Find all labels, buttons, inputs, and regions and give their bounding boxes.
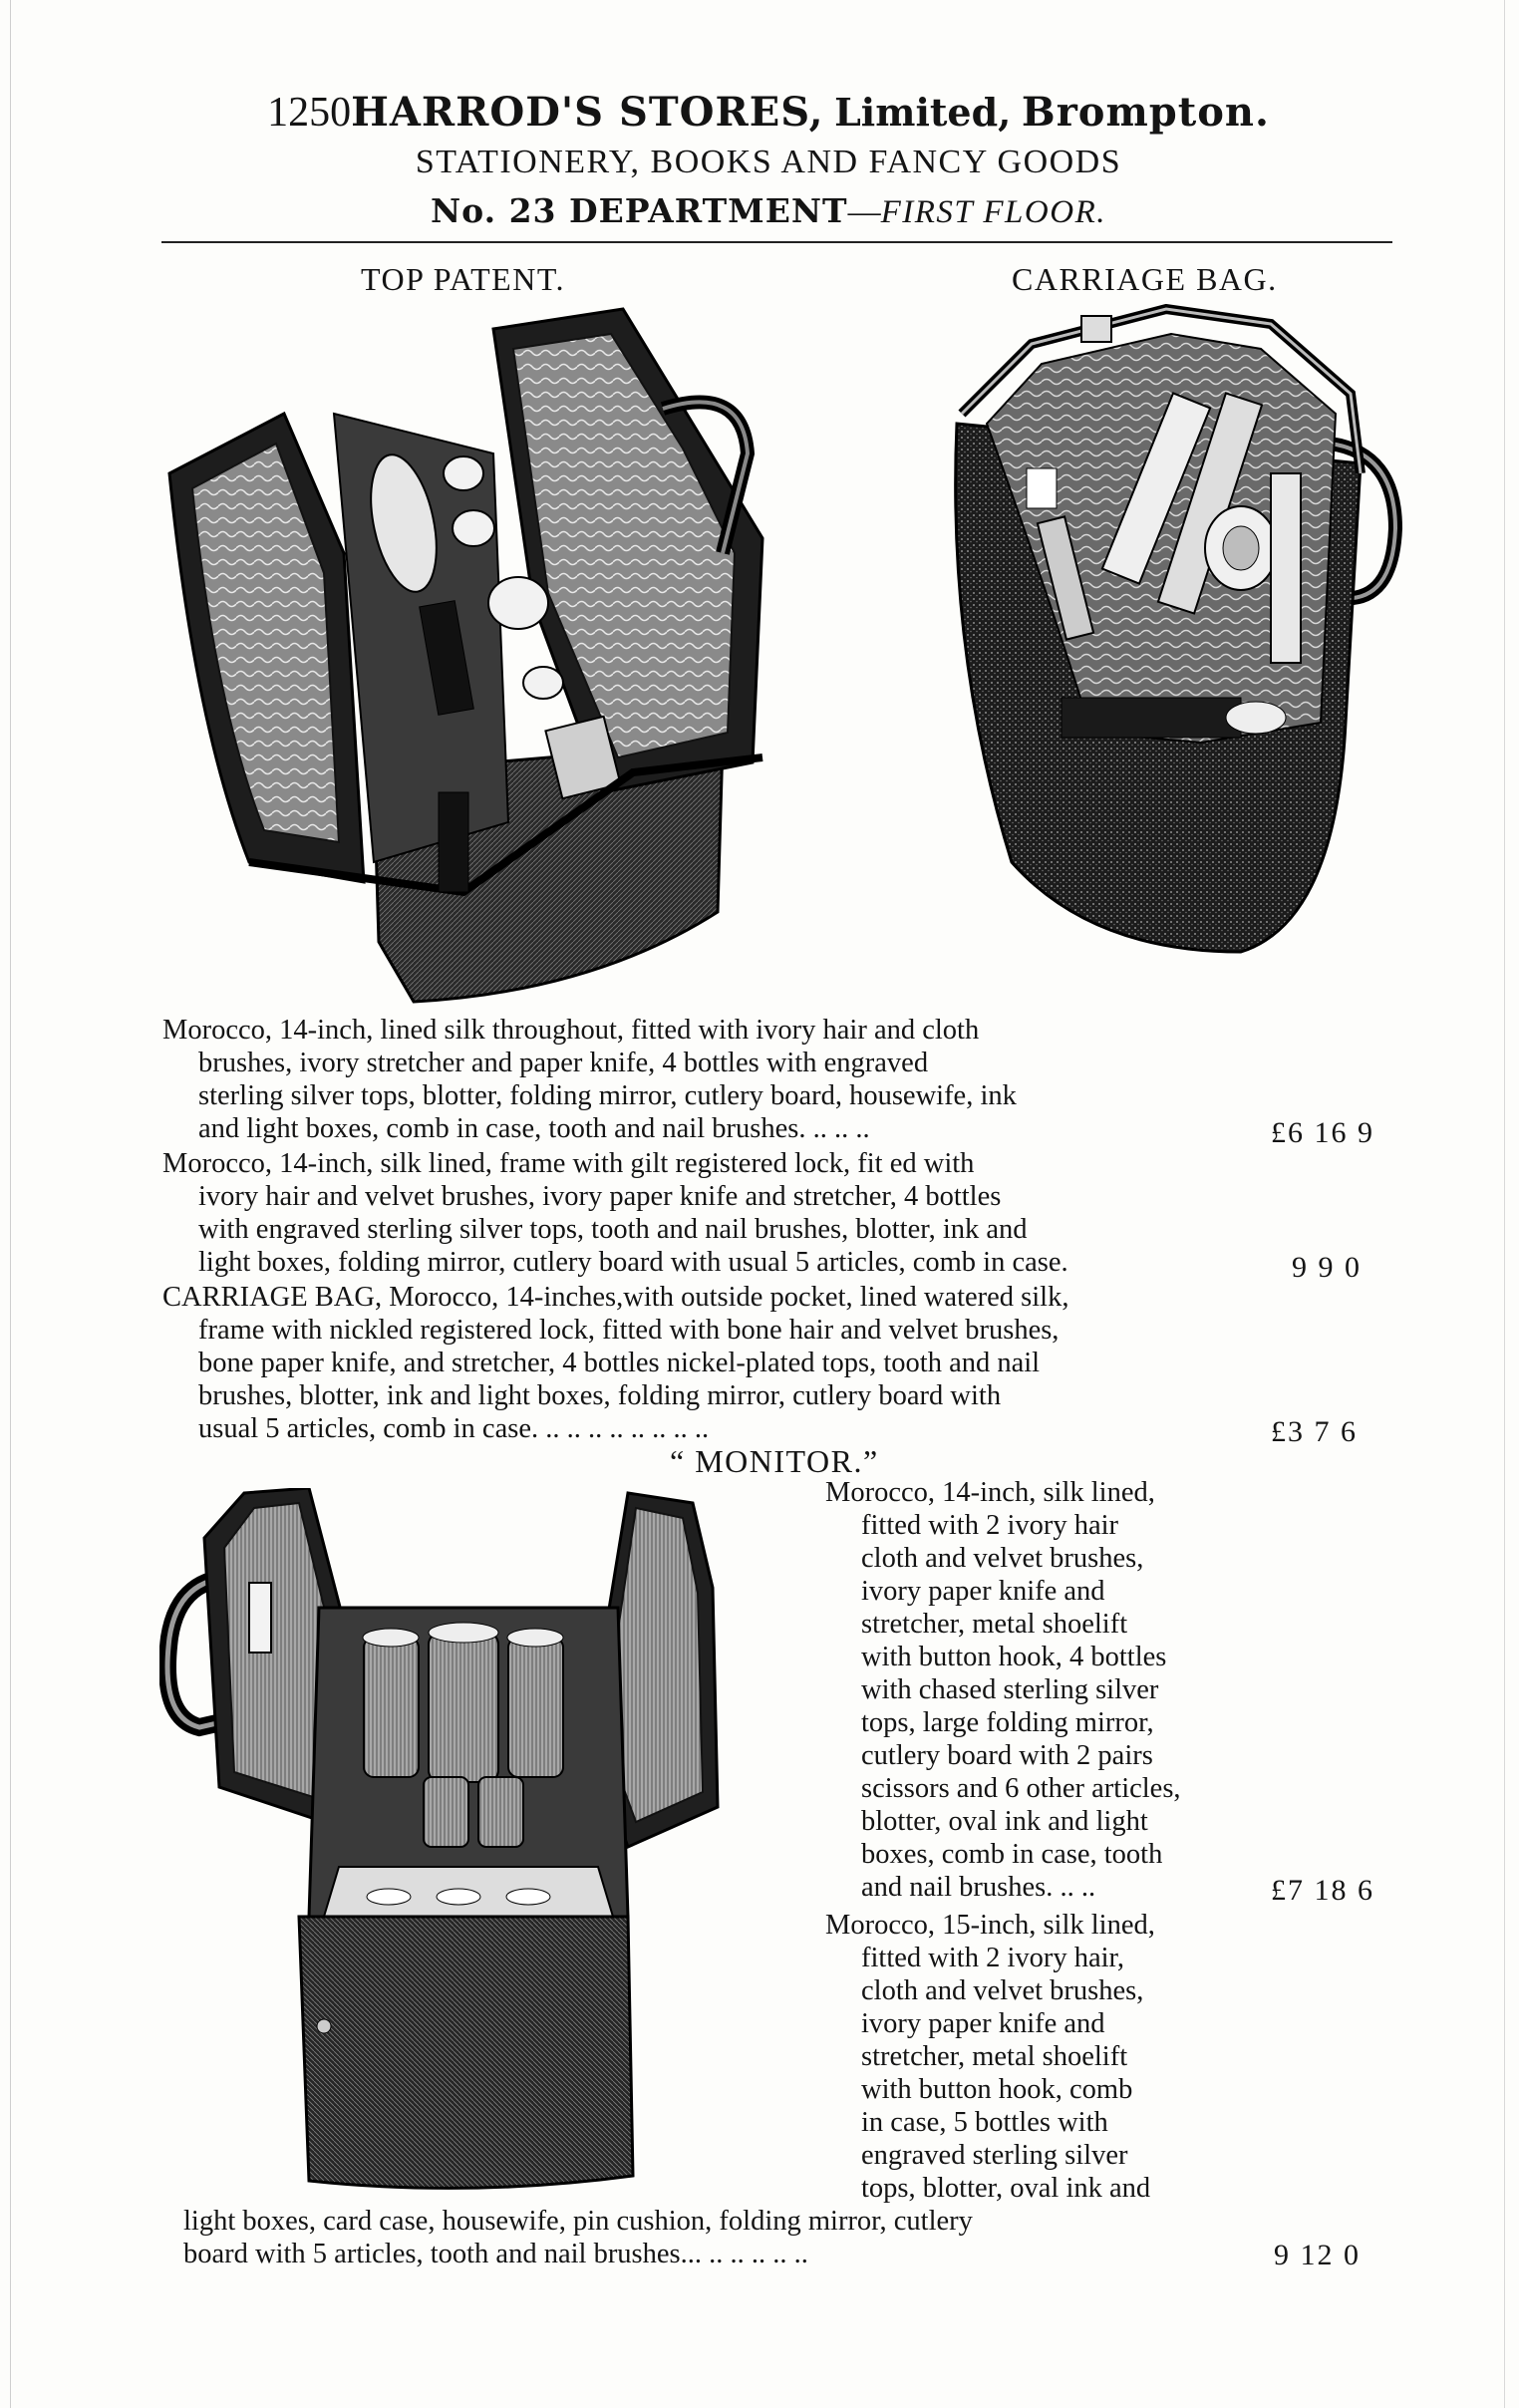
item-monitor-14-description — [825, 1477, 1244, 1903]
item-monitor-15-description-cont — [183, 2206, 1230, 2271]
store-limited: Limited, — [834, 90, 1012, 135]
description-line: fitted with 2 ivory hair, — [861, 1943, 1125, 1973]
department-floor: FIRST FLOOR. — [880, 194, 1106, 230]
price-top-patent-alt: 9 9 0 — [1292, 1251, 1362, 1284]
description-line: and nail brushes. .. .. — [861, 1872, 1096, 1903]
description-line: Morocco, 14-inch, lined silk throughout, fitted with ivory hair and cloth — [162, 1015, 980, 1046]
description-line: cloth and velvet brushes, — [861, 1975, 1144, 2006]
description-line: with engraved sterling silver tops, tooth and nail brushes, blotter, ink and — [198, 1214, 1028, 1245]
department-number: No. 23 DEPARTMENT — [431, 191, 848, 230]
description-line: ivory paper knife and — [861, 1576, 1105, 1607]
description-line: scissors and 6 other articles, — [861, 1773, 1181, 1804]
description-line: CARRIAGE BAG, Morocco, 14-inches,with outside pocket, lined watered silk, — [162, 1282, 1069, 1313]
description-line: board with 5 articles, tooth and nail brushes... .. .. .. .. .. — [183, 2239, 808, 2269]
department-line: No. 23 DEPARTMENT—FIRST FLOOR. — [431, 191, 1106, 230]
item-top-patent-alt-description — [162, 1148, 1219, 1280]
description-line: stretcher, metal shoelift — [861, 2041, 1128, 2072]
description-line: brushes, ivory stretcher and paper knife, 4 bottles with engraved — [198, 1048, 929, 1078]
description-line: in case, 5 bottles with — [861, 2107, 1108, 2138]
caption-carriage-bag: CARRIAGE BAG. — [1012, 261, 1278, 297]
description-line: stretcher, metal shoelift — [861, 1609, 1128, 1640]
description-line: tops, large folding mirror, — [861, 1707, 1154, 1738]
description-line: ivory paper knife and — [861, 2008, 1105, 2039]
top-patent-bag-illustration — [164, 304, 822, 1007]
description-line: light boxes, folding mirror, cutlery board with usual 5 articles, comb in case. — [198, 1247, 1068, 1278]
item-monitor-15-description — [825, 1910, 1244, 2204]
description-line: Morocco, 14-inch, silk lined, — [825, 1477, 1155, 1508]
page-number: 1250 — [267, 90, 352, 136]
description-line: with button hook, 4 bottles — [861, 1642, 1167, 1672]
store-name: HARROD'S STORES, — [351, 89, 824, 136]
description-line: with button hook, comb — [861, 2074, 1133, 2105]
description-line: brushes, blotter, ink and light boxes, folding mirror, cutlery board with — [198, 1380, 1002, 1411]
item-top-patent-description — [162, 1015, 1219, 1146]
description-line: with chased sterling silver — [861, 1674, 1159, 1705]
description-line: frame with nickled registered lock, fitted with bone hair and velvet brushes, — [198, 1315, 1060, 1346]
page-edge-right — [1504, 0, 1505, 2408]
description-line: boxes, comb in case, tooth — [861, 1839, 1163, 1870]
description-line: usual 5 articles, comb in case. .. .. .. .. .. .. .. .. — [198, 1413, 710, 1444]
description-line: and light boxes, comb in case, tooth and nail brushes. .. .. .. — [198, 1113, 870, 1144]
monitor-bag-illustration — [159, 1488, 817, 2198]
price-top-patent: £6 16 9 — [1271, 1116, 1374, 1149]
page-header — [161, 86, 1375, 140]
carriage-bag-illustration — [942, 304, 1405, 957]
description-line: bone paper knife, and stretcher, 4 bottles nickel-plated tops, tooth and nail — [198, 1348, 1041, 1378]
caption-monitor: “ MONITOR.” — [670, 1443, 879, 1479]
price-carriage-bag: £3 7 6 — [1271, 1415, 1358, 1448]
header-rule — [161, 241, 1392, 243]
description-line: Morocco, 14-inch, silk lined, frame with gilt registered lock, fit ed with — [162, 1148, 975, 1179]
description-line: Morocco, 15-inch, silk lined, — [825, 1910, 1155, 1941]
page-subtitle: STATIONERY, BOOKS AND FANCY GOODS — [415, 144, 1122, 180]
page-edge-left — [10, 0, 11, 2408]
store-location: Brompton. — [1021, 89, 1270, 136]
description-line: ivory hair and velvet brushes, ivory paper knife and stretcher, 4 bottles — [198, 1181, 1002, 1212]
description-line: fitted with 2 ivory hair — [861, 1510, 1119, 1541]
item-carriage-bag-description — [162, 1282, 1234, 1446]
description-line: blotter, oval ink and light — [861, 1806, 1148, 1837]
price-monitor-14: £7 18 6 — [1271, 1874, 1374, 1907]
description-line: sterling silver tops, blotter, folding mirror, cutlery board, housewife, ink — [198, 1080, 1017, 1111]
description-line: cloth and velvet brushes, — [861, 1543, 1144, 1574]
description-line: cutlery board with 2 pairs — [861, 1740, 1153, 1771]
description-line: engraved sterling silver — [861, 2140, 1128, 2171]
price-monitor-15: 9 12 0 — [1274, 2239, 1361, 2271]
caption-top-patent: TOP PATENT. — [361, 261, 565, 297]
description-line: tops, blotter, oval ink and — [861, 2173, 1151, 2204]
description-line: light boxes, card case, housewife, pin cushion, folding mirror, cutlery — [183, 2206, 973, 2237]
